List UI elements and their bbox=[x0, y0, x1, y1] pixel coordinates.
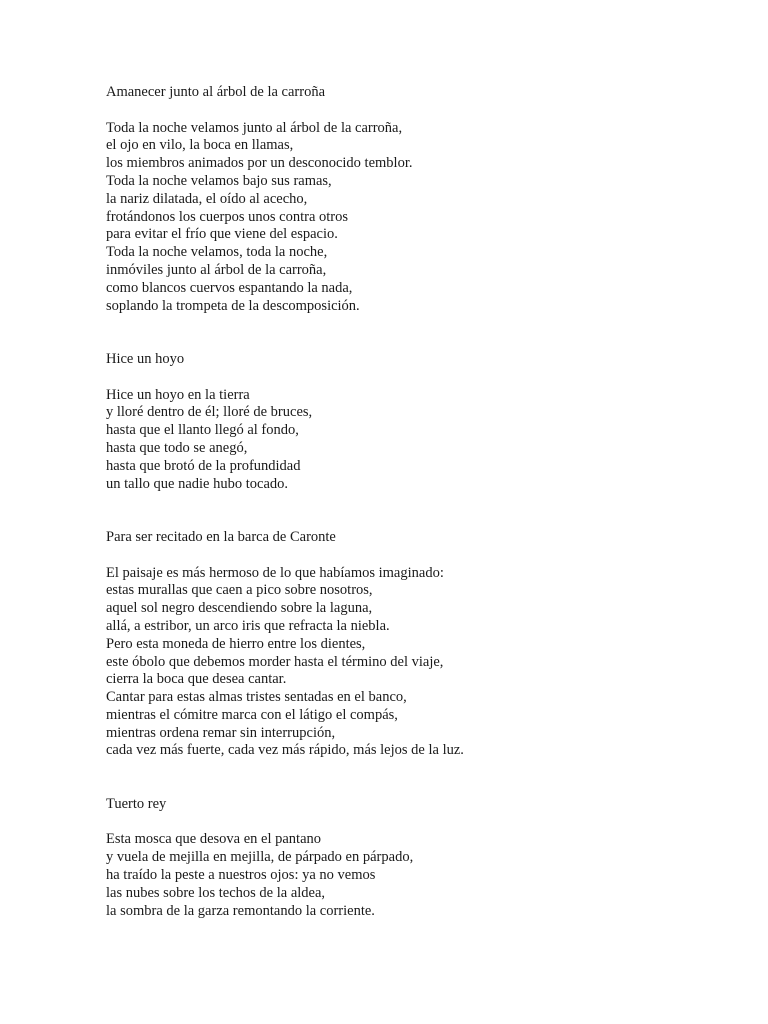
poem-line: mientras el cómitre marca con el látigo el compás, bbox=[106, 706, 398, 723]
poem-2 bbox=[106, 351, 746, 493]
poem-line: cierra la boca que desea cantar. bbox=[106, 671, 287, 688]
poem-line: Pero esta moneda de hierro entre los dientes, bbox=[106, 635, 366, 652]
poem-title: Tuerto rey bbox=[106, 795, 167, 812]
poem-line: este óbolo que debemos morder hasta el término del viaje, bbox=[106, 653, 444, 670]
poem-title: Amanecer junto al árbol de la carroña bbox=[106, 84, 326, 100]
poem-line: hasta que brotó de la profundidad bbox=[106, 457, 301, 474]
poem-line: allá, a estribor, un arco iris que refracta la niebla. bbox=[106, 617, 390, 634]
poem-line: Hice un hoyo en la tierra bbox=[106, 386, 250, 403]
poem-line: Cantar para estas almas tristes sentadas en el banco, bbox=[106, 689, 407, 706]
poem-4 bbox=[106, 796, 746, 921]
poem-line: Esta mosca que desova en el pantano bbox=[106, 831, 322, 848]
poem-line: el ojo en vilo, la boca en llamas, bbox=[106, 137, 294, 154]
poem-line: Toda la noche velamos junto al árbol de la carroña, bbox=[106, 119, 403, 136]
poem-line: la nariz dilatada, el oído al acecho, bbox=[106, 190, 308, 207]
poem-line: las nubes sobre los techos de la aldea, bbox=[106, 884, 326, 901]
poem-line: y vuela de mejilla en mejilla, de párpado en párpado, bbox=[106, 849, 414, 866]
poem-line: mientras ordena remar sin interrupción, bbox=[106, 724, 336, 741]
poem-line: Toda la noche velamos bajo sus ramas, bbox=[106, 172, 332, 189]
poem-line: los miembros animados por un desconocido temblor. bbox=[106, 155, 413, 172]
poem-line: Toda la noche velamos, toda la noche, bbox=[106, 244, 328, 261]
poem-line: hasta que el llanto llegó al fondo, bbox=[106, 422, 299, 439]
poem-title: Para ser recitado en la barca de Caronte bbox=[106, 528, 336, 545]
poem-line: hasta que todo se anegó, bbox=[106, 439, 248, 456]
poem-1 bbox=[106, 84, 746, 315]
poem-3 bbox=[106, 529, 746, 760]
poem-line: como blancos cuervos espantando la nada, bbox=[106, 279, 353, 296]
poem-line: El paisaje es más hermoso de lo que habíamos imaginado: bbox=[106, 564, 444, 581]
poem-line: soplando la trompeta de la descomposición. bbox=[106, 297, 360, 314]
poem-line: aquel sol negro descendiendo sobre la laguna, bbox=[106, 600, 373, 617]
poem-line: frotándonos los cuerpos unos contra otros bbox=[106, 208, 349, 225]
poem-title: Hice un hoyo bbox=[106, 350, 185, 367]
poem-line: la sombra de la garza remontando la corriente. bbox=[106, 902, 375, 919]
poem-line: ha traído la peste a nuestros ojos: ya no vemos bbox=[106, 867, 376, 884]
poem-line: estas murallas que caen a pico sobre nosotros, bbox=[106, 582, 373, 599]
poem-line: inmóviles junto al árbol de la carroña, bbox=[106, 261, 327, 278]
poem-line: cada vez más fuerte, cada vez más rápido, más lejos de la luz. bbox=[106, 742, 464, 759]
poem-line: un tallo que nadie hubo tocado. bbox=[106, 475, 289, 492]
poem-line: y lloré dentro de él; lloré de bruces, bbox=[106, 404, 313, 421]
poem-collection bbox=[106, 84, 746, 920]
poem-line: para evitar el frío que viene del espacio. bbox=[106, 226, 338, 243]
